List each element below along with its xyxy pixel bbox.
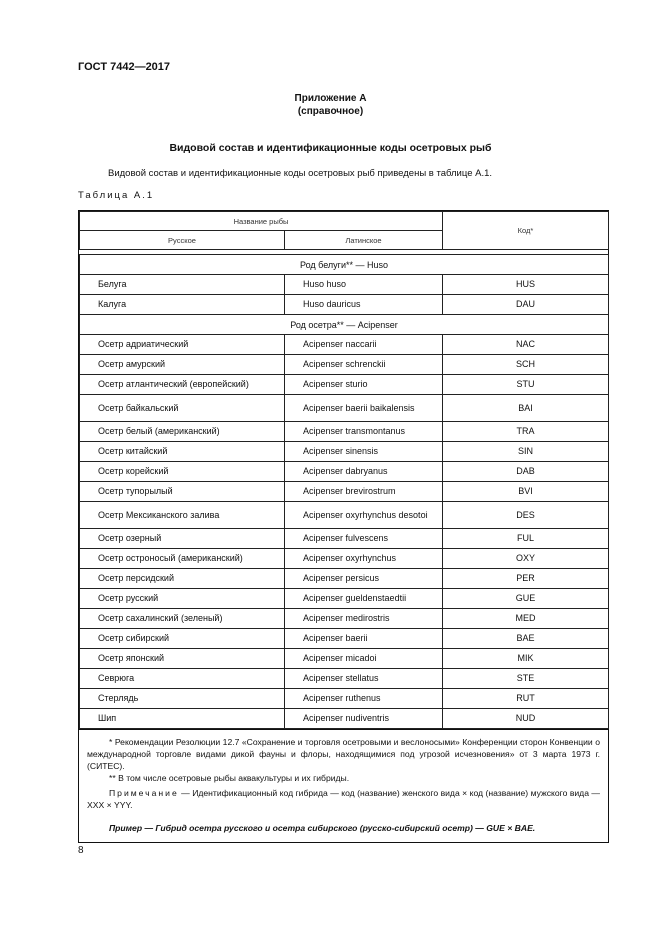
code-cell: BVI — [443, 482, 609, 502]
header-fish-name: Название рыбы — [80, 212, 443, 231]
russian-name-cell: Осетр остроносый (американский) — [80, 549, 285, 569]
latin-name-cell: Acipenser dabryanus — [285, 462, 443, 482]
russian-name-cell: Осетр озерный — [80, 529, 285, 549]
latin-name-cell: Acipenser schrenckii — [285, 355, 443, 375]
table-row — [80, 709, 609, 729]
code-cell: OXY — [443, 549, 609, 569]
latin-name-cell: Acipenser baerii baikalensis — [285, 395, 443, 422]
latin-name-cell: Acipenser gueldenstaedtii — [285, 589, 443, 609]
code-cell: SIN — [443, 442, 609, 462]
latin-name-cell: Acipenser oxyrhynchus — [285, 549, 443, 569]
latin-name-cell: Acipenser sturio — [285, 375, 443, 395]
header-code: Код* — [443, 212, 609, 250]
latin-name-cell: Acipenser sinensis — [285, 442, 443, 462]
code-cell: PER — [443, 569, 609, 589]
russian-name-cell: Шип — [80, 709, 285, 729]
russian-name-cell: Осетр японский — [80, 649, 285, 669]
footnote-1: * Рекомендации Резолюции 12.7 «Сохранение и торговля осетровыми и веслоносыми» Конференции сторон Конвенции о международной торговле видами дикой фауны и флоры, находящимися под угрозой исчезновения» от 3 марта 1973 г. (СИТЕС). — [87, 737, 600, 771]
russian-name-cell: Осетр корейский — [80, 462, 285, 482]
appendix-heading — [0, 92, 661, 118]
appendix-type: (справочное) — [297, 106, 364, 117]
table-row — [80, 375, 609, 395]
code-cell: MIK — [443, 649, 609, 669]
russian-name-cell: Осетр адриатический — [80, 335, 285, 355]
genus-row — [80, 255, 609, 275]
latin-name-cell: Acipenser baerii — [285, 629, 443, 649]
header-russian: Русское — [80, 231, 285, 250]
latin-name-cell: Huso huso — [285, 275, 443, 295]
russian-name-cell: Осетр амурский — [80, 355, 285, 375]
code-cell: SCH — [443, 355, 609, 375]
table-row — [80, 442, 609, 462]
document-header: ГОСТ 7442—2017 — [78, 61, 171, 73]
table-row — [80, 275, 609, 295]
russian-name-cell: Осетр белый (американский) — [80, 422, 285, 442]
code-cell: BAE — [443, 629, 609, 649]
russian-name-cell: Осетр атлантический (европейский) — [80, 375, 285, 395]
latin-name-cell: Acipenser medirostris — [285, 609, 443, 629]
table-row — [80, 295, 609, 315]
code-cell: RUT — [443, 689, 609, 709]
latin-name-cell: Huso dauricus — [285, 295, 443, 315]
table-row — [80, 422, 609, 442]
genus-label: Род белуги** — Huso — [80, 255, 609, 275]
page-number: 8 — [78, 845, 84, 856]
table-row — [80, 689, 609, 709]
code-cell: STE — [443, 669, 609, 689]
code-cell: GUE — [443, 589, 609, 609]
code-cell: STU — [443, 375, 609, 395]
latin-name-cell: Acipenser transmontanus — [285, 422, 443, 442]
intro-paragraph: Видовой состав и идентификационные коды осетровых рыб приведены в таблице А.1. — [108, 168, 493, 179]
table-row — [80, 629, 609, 649]
russian-name-cell: Осетр русский — [80, 589, 285, 609]
code-cell: DES — [443, 502, 609, 529]
table-row — [80, 669, 609, 689]
russian-name-cell: Калуга — [80, 295, 285, 315]
table-row — [80, 355, 609, 375]
table-body — [80, 250, 609, 729]
latin-name-cell: Acipenser naccarii — [285, 335, 443, 355]
russian-name-cell: Осетр персидский — [80, 569, 285, 589]
russian-name-cell: Севрюга — [80, 669, 285, 689]
note-text: — Идентификационный код гибрида — код (название) женского вида × код (название) мужского вида — ХХХ × YYY. — [87, 788, 600, 810]
code-cell: TRA — [443, 422, 609, 442]
latin-name-cell: Acipenser brevirostrum — [285, 482, 443, 502]
table-row — [80, 462, 609, 482]
latin-name-cell: Acipenser oxyrhynchus desotoi — [285, 502, 443, 529]
note — [87, 787, 600, 811]
russian-name-cell: Белуга — [80, 275, 285, 295]
table-notes — [79, 729, 608, 842]
section-title: Видовой состав и идентификационные коды осетровых рыб — [169, 142, 492, 154]
latin-name-cell: Acipenser nudiventris — [285, 709, 443, 729]
latin-name-cell: Acipenser ruthenus — [285, 689, 443, 709]
table-row — [80, 569, 609, 589]
russian-name-cell: Осетр сахалинский (зеленый) — [80, 609, 285, 629]
table-row — [80, 482, 609, 502]
table-row — [80, 529, 609, 549]
table-caption: Таблица А.1 — [78, 190, 155, 201]
appendix-label: Приложение А — [294, 93, 367, 104]
russian-name-cell: Осетр китайский — [80, 442, 285, 462]
russian-name-cell: Осетр тупорылый — [80, 482, 285, 502]
code-cell: MED — [443, 609, 609, 629]
code-cell: DAU — [443, 295, 609, 315]
footnote-2: ** В том числе осетровые рыбы аквакультуры и их гибриды. — [109, 773, 350, 783]
table-row — [80, 589, 609, 609]
code-cell: FUL — [443, 529, 609, 549]
code-cell: DAB — [443, 462, 609, 482]
table-row — [80, 609, 609, 629]
code-cell: HUS — [443, 275, 609, 295]
code-cell: NAC — [443, 335, 609, 355]
latin-name-cell: Acipenser fulvescens — [285, 529, 443, 549]
species-table — [78, 210, 609, 843]
example: Пример — Гибрид осетра русского и осетра сибирского (русско-сибирский осетр) — GUE × BAE. — [109, 823, 536, 833]
table-row — [80, 335, 609, 355]
genus-label: Род осетра** — Acipenser — [80, 315, 609, 335]
table-row — [80, 549, 609, 569]
russian-name-cell: Осетр Мексиканского залива — [80, 502, 285, 529]
note-label: Примечание — [109, 788, 179, 798]
latin-name-cell: Acipenser persicus — [285, 569, 443, 589]
latin-name-cell: Acipenser stellatus — [285, 669, 443, 689]
header-latin: Латинское — [285, 231, 443, 250]
russian-name-cell: Осетр байкальский — [80, 395, 285, 422]
russian-name-cell: Стерлядь — [80, 689, 285, 709]
latin-name-cell: Acipenser micadoi — [285, 649, 443, 669]
table-row — [80, 649, 609, 669]
genus-row — [80, 315, 609, 335]
table-row — [80, 502, 609, 529]
code-cell: BAI — [443, 395, 609, 422]
code-cell: NUD — [443, 709, 609, 729]
table-row — [80, 395, 609, 422]
russian-name-cell: Осетр сибирский — [80, 629, 285, 649]
